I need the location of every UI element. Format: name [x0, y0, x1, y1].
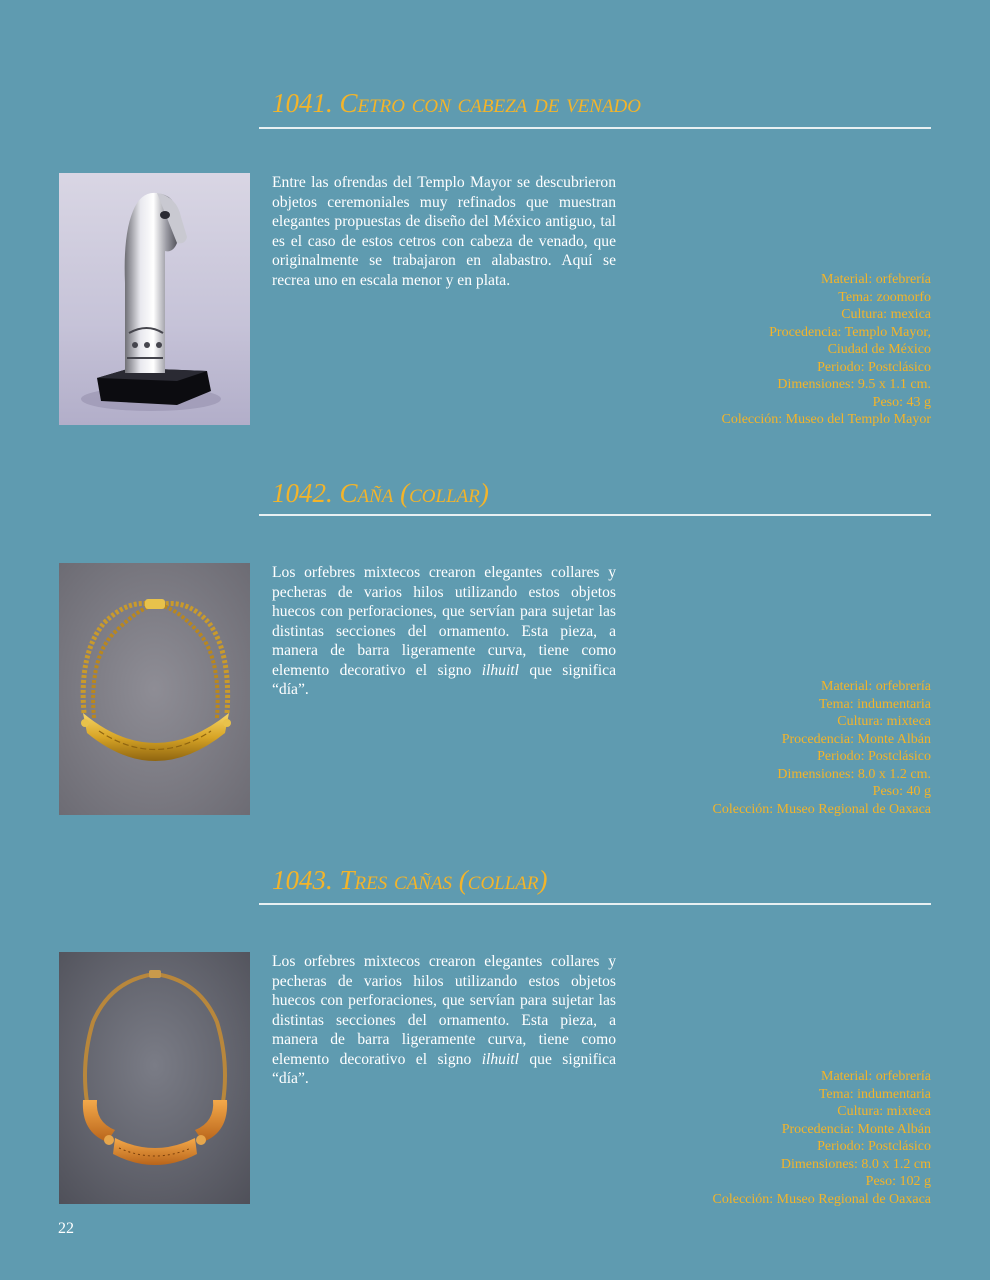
item-number: 1042.: [272, 478, 333, 508]
description-text-end: que significa “día”.: [272, 661, 616, 698]
item-specs: [631, 271, 931, 429]
spec-procedencia: Procedencia: Monte Albán: [781, 1121, 931, 1137]
item-name: Cetro con cabeza de venado: [339, 88, 641, 118]
spec-dimensiones: Dimensiones: 8.0 x 1.2 cm: [780, 1156, 931, 1172]
spec-peso: Peso: 43 g: [872, 394, 931, 410]
item-photo-three-bar-necklace: [59, 952, 250, 1204]
spec-cultura: Cultura: mixteca: [837, 1104, 931, 1119]
spec-peso: Peso: 40 g: [872, 784, 931, 799]
item-description: [272, 952, 616, 1089]
title-rule: [259, 127, 931, 129]
item-description: [272, 563, 616, 700]
spec-coleccion: Colección: Museo Regional de Oaxaca: [712, 1191, 931, 1207]
description-text-end: que significa “día”.: [272, 1050, 616, 1087]
page-number: 22: [58, 1220, 74, 1237]
spec-material: Material: orfebrería: [821, 1069, 931, 1084]
item-title: [272, 90, 641, 117]
item-specs: [631, 1068, 931, 1208]
spec-periodo: Periodo: Postclásico: [817, 1139, 931, 1154]
item-name: Caña (collar): [339, 478, 489, 508]
spec-material: Material: orfebrería: [821, 679, 931, 694]
spec-tema: Tema: indumentaria: [818, 696, 931, 712]
description-italic: ilhuitl: [481, 661, 519, 679]
spec-procedencia-cont: Ciudad de México: [827, 342, 931, 357]
description-text: Los orfebres mixtecos crearon elegantes collares y pecheras de varios hilos utilizando estos objetos huecos con perforaciones, que servían para sujetar las distintas secciones del ornamento. Esta pieza, a manera de barra ligeramente curva, tiene como elemento decorativo el signo: [272, 564, 616, 679]
spec-coleccion: Colección: Museo Regional de Oaxaca: [712, 801, 931, 817]
item-number: 1043.: [272, 865, 333, 895]
description-text: Los orfebres mixtecos crearon elegantes collares y pecheras de varios hilos utilizando estos objetos huecos con perforaciones, que servían para sujetar las distintas secciones del ornamento. Esta pieza, a manera de barra ligeramente curva, tiene como elemento decorativo el signo: [272, 953, 616, 1068]
item-description: [272, 173, 616, 290]
item-photo-necklace: [59, 563, 250, 815]
description-text: Entre las ofrendas del Templo Mayor se descubrieron objetos ceremoniales muy refinados que muestran elegantes propuestas de diseño del México antiguo, tal es el caso de estos cetros con cabeza de venado, que originalmente se trabajaron en alabastro. Aquí se recrea uno en escala menor y en plata.: [272, 174, 616, 289]
spec-procedencia: Procedencia: Monte Albán: [781, 731, 931, 747]
spec-dimensiones: Dimensiones: 9.5 x 1.1 cm.: [777, 377, 931, 392]
item-name: Tres cañas (collar): [339, 865, 548, 895]
item-title: [272, 480, 489, 507]
spec-periodo: Periodo: Postclásico: [817, 359, 931, 375]
spec-cultura: Cultura: mixteca: [837, 714, 931, 729]
spec-coleccion: Colección: Museo del Templo Mayor: [721, 412, 931, 427]
spec-peso: Peso: 102 g: [865, 1174, 931, 1189]
spec-procedencia: Procedencia: Templo Mayor,: [769, 324, 931, 340]
spec-cultura: Cultura: mexica: [841, 307, 931, 322]
title-rule: [259, 514, 931, 516]
spec-material: Material: orfebrería: [821, 272, 931, 287]
spec-tema: Tema: indumentaria: [818, 1086, 931, 1102]
spec-tema: Tema: zoomorfo: [838, 289, 931, 305]
spec-periodo: Periodo: Postclásico: [817, 749, 931, 764]
item-title: [272, 867, 548, 894]
spec-dimensiones: Dimensiones: 8.0 x 1.2 cm.: [777, 766, 931, 782]
description-italic: ilhuitl: [481, 1050, 519, 1068]
item-specs: [631, 678, 931, 818]
title-rule: [259, 903, 931, 905]
item-number: 1041.: [272, 88, 333, 118]
item-photo-scepter: [59, 173, 250, 425]
